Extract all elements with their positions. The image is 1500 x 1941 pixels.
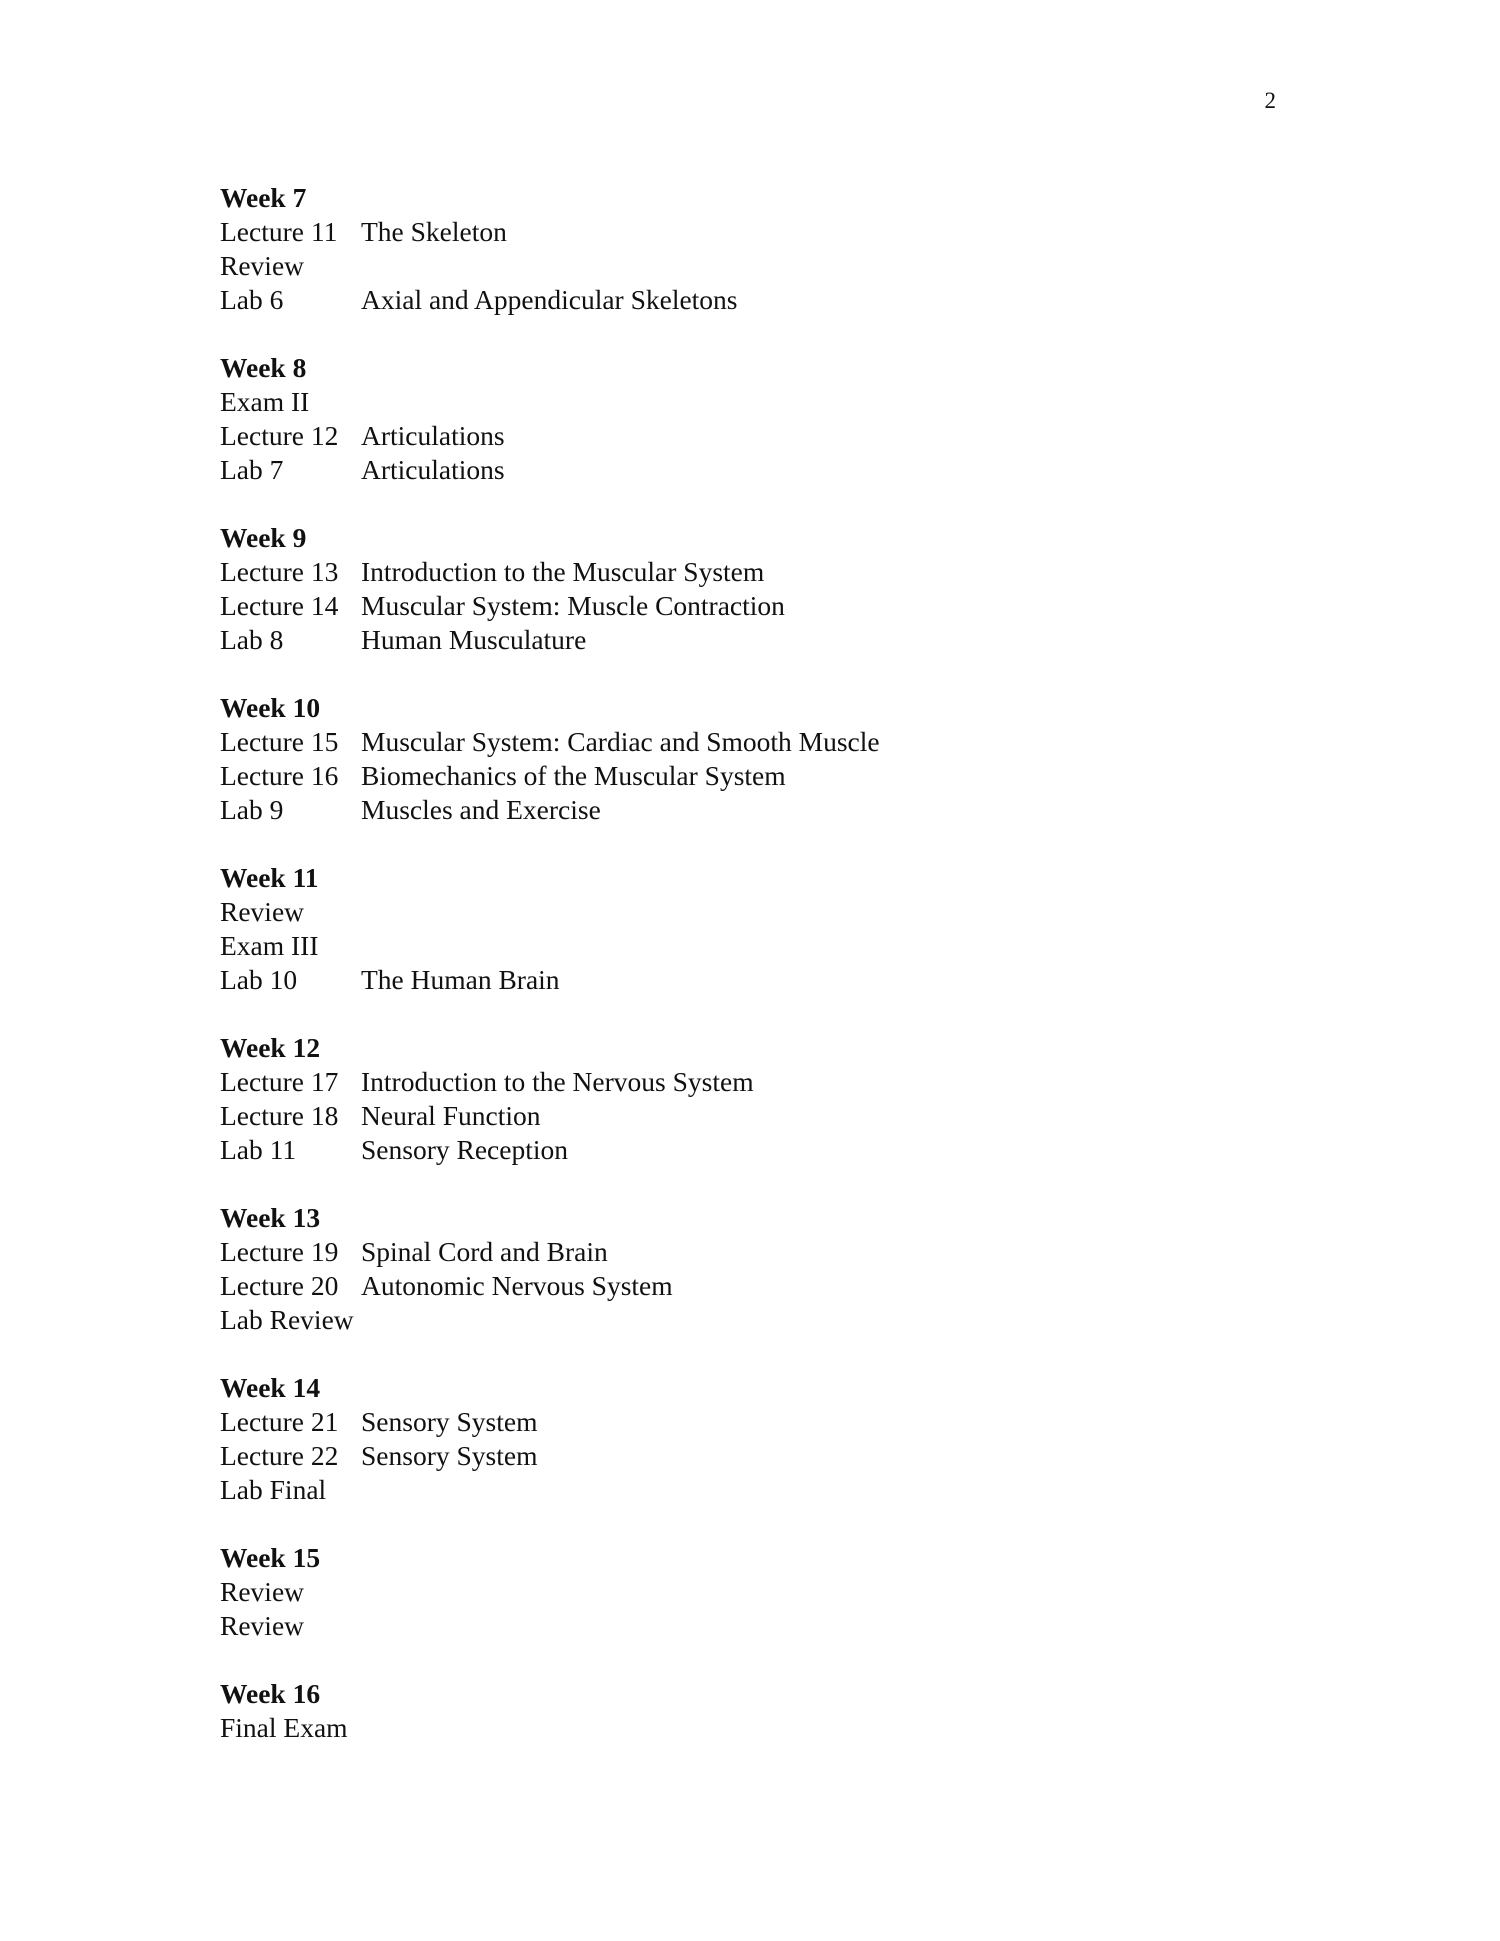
item-label: Review xyxy=(220,250,305,281)
item-topic: Axial and Appendicular Skeletons xyxy=(361,284,738,315)
schedule-item xyxy=(220,1303,880,1337)
week-block xyxy=(220,1201,880,1337)
schedule-item xyxy=(220,283,880,317)
item-topic: The Human Brain xyxy=(361,964,560,995)
schedule xyxy=(220,181,880,1779)
schedule-item xyxy=(220,1609,880,1643)
schedule-item xyxy=(220,1439,880,1473)
week-title: Week 7 xyxy=(220,182,307,213)
item-label: Lecture 11 xyxy=(220,216,338,247)
item-label: Final Exam xyxy=(220,1712,348,1743)
item-topic: The Skeleton xyxy=(361,216,507,247)
schedule-item xyxy=(220,555,880,589)
item-topic: Muscular System: Cardiac and Smooth Muscle xyxy=(361,726,880,757)
item-label: Review xyxy=(220,1576,305,1607)
item-topic: Autonomic Nervous System xyxy=(361,1270,673,1301)
item-label: Lab 7 xyxy=(220,454,284,485)
week-title: Week 16 xyxy=(220,1678,321,1709)
item-label: Review xyxy=(220,896,305,927)
item-label: Lab 10 xyxy=(220,964,298,995)
schedule-item xyxy=(220,929,880,963)
item-label: Exam III xyxy=(220,930,319,961)
schedule-item xyxy=(220,1235,880,1269)
item-topic: Neural Function xyxy=(361,1100,541,1131)
item-label: Lecture 13 xyxy=(220,556,339,587)
item-topic: Articulations xyxy=(361,420,505,451)
item-label: Lab 8 xyxy=(220,624,284,655)
item-topic: Introduction to the Muscular System xyxy=(361,556,765,587)
item-label: Lecture 14 xyxy=(220,590,339,621)
schedule-item xyxy=(220,1711,880,1745)
week-title: Week 15 xyxy=(220,1542,321,1573)
item-label: Lecture 18 xyxy=(220,1100,339,1131)
week-title: Week 9 xyxy=(220,522,307,553)
schedule-item xyxy=(220,1099,880,1133)
week-block xyxy=(220,861,880,997)
schedule-item xyxy=(220,1473,880,1507)
schedule-item xyxy=(220,725,880,759)
week-title: Week 8 xyxy=(220,352,307,383)
schedule-item xyxy=(220,623,880,657)
week-block xyxy=(220,1677,880,1745)
schedule-item xyxy=(220,1065,880,1099)
item-label: Lecture 21 xyxy=(220,1406,339,1437)
week-title: Week 10 xyxy=(220,692,321,723)
item-topic: Sensory System xyxy=(361,1440,538,1471)
item-topic: Spinal Cord and Brain xyxy=(361,1236,608,1267)
week-block xyxy=(220,691,880,827)
week-title: Week 13 xyxy=(220,1202,321,1233)
schedule-item xyxy=(220,215,880,249)
item-label: Lecture 12 xyxy=(220,420,339,451)
item-topic: Sensory System xyxy=(361,1406,538,1437)
schedule-item xyxy=(220,453,880,487)
schedule-item xyxy=(220,385,880,419)
item-label: Exam II xyxy=(220,386,310,417)
schedule-item xyxy=(220,1575,880,1609)
item-label: Lecture 22 xyxy=(220,1440,339,1471)
item-topic: Sensory Reception xyxy=(361,1134,568,1165)
schedule-item xyxy=(220,759,880,793)
week-block xyxy=(220,1031,880,1167)
schedule-item xyxy=(220,963,880,997)
item-label: Review xyxy=(220,1610,305,1641)
schedule-item xyxy=(220,1269,880,1303)
schedule-item xyxy=(220,589,880,623)
item-label: Lab 9 xyxy=(220,794,284,825)
item-label: Lecture 17 xyxy=(220,1066,339,1097)
schedule-item xyxy=(220,249,880,283)
item-label: Lecture 16 xyxy=(220,760,339,791)
item-topic: Biomechanics of the Muscular System xyxy=(361,760,786,791)
schedule-item xyxy=(220,1133,880,1167)
item-label: Lab Review xyxy=(220,1304,354,1335)
week-block xyxy=(220,521,880,657)
item-label: Lab 11 xyxy=(220,1134,297,1165)
week-title: Week 14 xyxy=(220,1372,321,1403)
week-block xyxy=(220,181,880,317)
schedule-item xyxy=(220,793,880,827)
week-title: Week 11 xyxy=(220,862,319,893)
item-label: Lab Final xyxy=(220,1474,327,1505)
item-topic: Articulations xyxy=(361,454,505,485)
item-topic: Introduction to the Nervous System xyxy=(361,1066,754,1097)
item-label: Lecture 15 xyxy=(220,726,339,757)
page-number: 2 xyxy=(1264,88,1276,113)
item-topic: Muscles and Exercise xyxy=(361,794,601,825)
item-label: Lab 6 xyxy=(220,284,284,315)
week-title: Week 12 xyxy=(220,1032,321,1063)
schedule-item xyxy=(220,895,880,929)
item-topic: Human Musculature xyxy=(361,624,587,655)
week-block xyxy=(220,1541,880,1643)
item-topic: Muscular System: Muscle Contraction xyxy=(361,590,785,621)
item-label: Lecture 20 xyxy=(220,1270,339,1301)
week-block xyxy=(220,351,880,487)
schedule-item xyxy=(220,1405,880,1439)
week-block xyxy=(220,1371,880,1507)
schedule-item xyxy=(220,419,880,453)
item-label: Lecture 19 xyxy=(220,1236,339,1267)
